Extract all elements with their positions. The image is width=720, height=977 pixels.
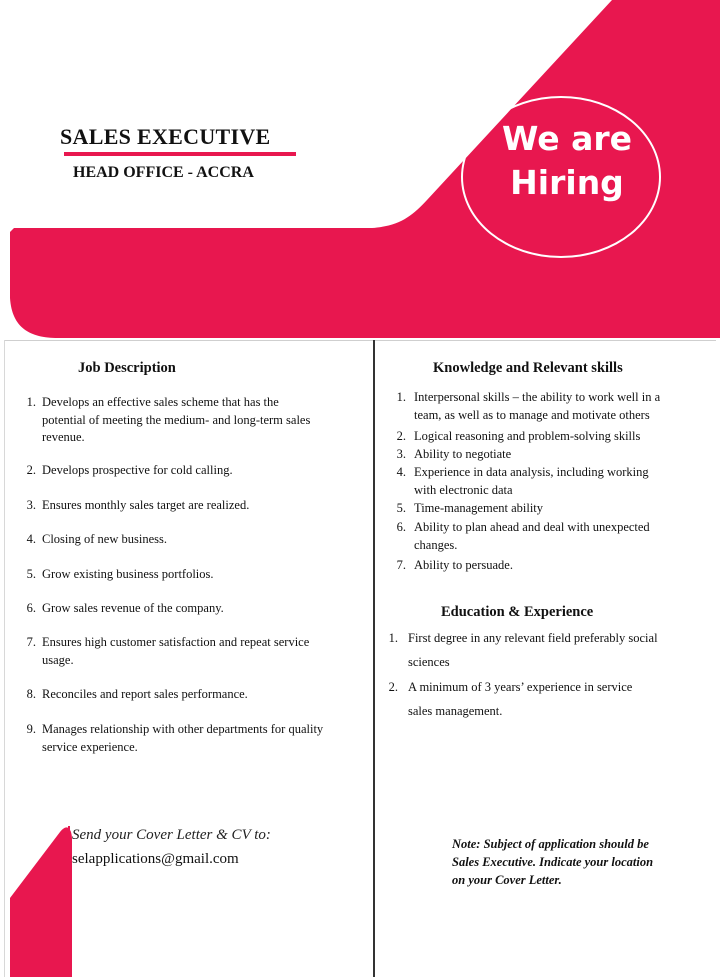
note-line: Note: Subject of application should be [452,837,649,851]
list-item-text: Grow existing business portfolios. [42,567,214,581]
send-instructions: Send your Cover Letter & CV to: [72,827,271,843]
list-item-text: Ensures high customer satisfaction and repeat service [42,635,310,649]
list-item-text: team, as well as to manage and motivate others [414,407,650,422]
list-item-text: Develops prospective for cold calling. [42,463,233,477]
list-item-text: Logical reasoning and problem-solving skills [414,429,641,443]
list-item-text: Ability to negotiate [414,447,512,461]
list-item-text: sciences [408,655,450,669]
list-item-text: First degree in any relevant field preferably social [408,631,658,645]
list-item-number: 5. [26,567,36,581]
list-item-text: Time-management ability [414,501,544,515]
note-line: on your Cover Letter. [452,873,562,887]
list-item-number: 6. [26,601,36,615]
list-item-number: 3. [26,498,36,512]
hiring-badge-line-1: We are [501,119,633,158]
list-item-text: changes. [414,537,458,552]
note-line: Sales Executive. Indicate your location [452,855,654,869]
list-item-text: Ensures monthly sales target are realized. [42,498,250,512]
list-item-text: usage. [42,652,74,667]
list-item-number: 9. [26,722,36,736]
skills-heading: Knowledge and Relevant skills [433,360,623,376]
list-item-text: Grow sales revenue of the company. [42,601,224,615]
list-item-number: 1. [388,631,398,645]
list-item-number: 2. [388,680,398,694]
list-item-number: 4. [396,465,406,479]
list-item-text: Closing of new business. [42,532,167,546]
list-item-text: sales management. [408,704,503,718]
list-item-number: 2. [396,429,406,443]
list-item-number: 7. [26,635,36,649]
list-item-number: 2. [26,463,36,477]
hiring-badge-line-2: Hiring [510,163,624,202]
list-item-text: with electronic data [414,482,513,497]
list-item-number: 4. [26,532,36,546]
list-item-number: 5. [396,501,406,515]
list-item-text: Reconciles and report sales performance. [42,687,248,701]
list-item-text: Manages relationship with other departments for quality [42,722,324,736]
list-item-text: Interpersonal skills – the ability to work well in a [414,390,661,404]
job-title: SALES EXECUTIVE [60,124,271,149]
list-item-text: service experience. [42,739,138,754]
list-item-text: Develops an effective sales scheme that has the [42,395,279,409]
list-item-number: 3. [396,447,406,461]
list-item-text: Ability to persuade. [414,558,513,572]
application-email[interactable]: selapplications@gmail.com [72,851,239,867]
list-item-text: A minimum of 3 years’ experience in service [408,680,633,694]
list-item-text: Ability to plan ahead and deal with unexpected [414,520,650,534]
send-accent-bar [68,826,70,874]
list-item-text: Experience in data analysis, including working [414,465,649,479]
list-item-number: 7. [396,558,406,572]
list-item-text: potential of meeting the medium- and long-term sales [42,412,311,427]
job-description-heading: Job Description [78,360,176,376]
office-location: HEAD OFFICE - ACCRA [73,164,254,181]
list-item-number: 8. [26,687,36,701]
list-item-number: 1. [396,390,406,404]
list-item-number: 6. [396,520,406,534]
list-item-text: revenue. [42,430,85,444]
education-heading: Education & Experience [441,604,594,620]
list-item-number: 1. [26,395,36,409]
application-note [452,835,692,889]
